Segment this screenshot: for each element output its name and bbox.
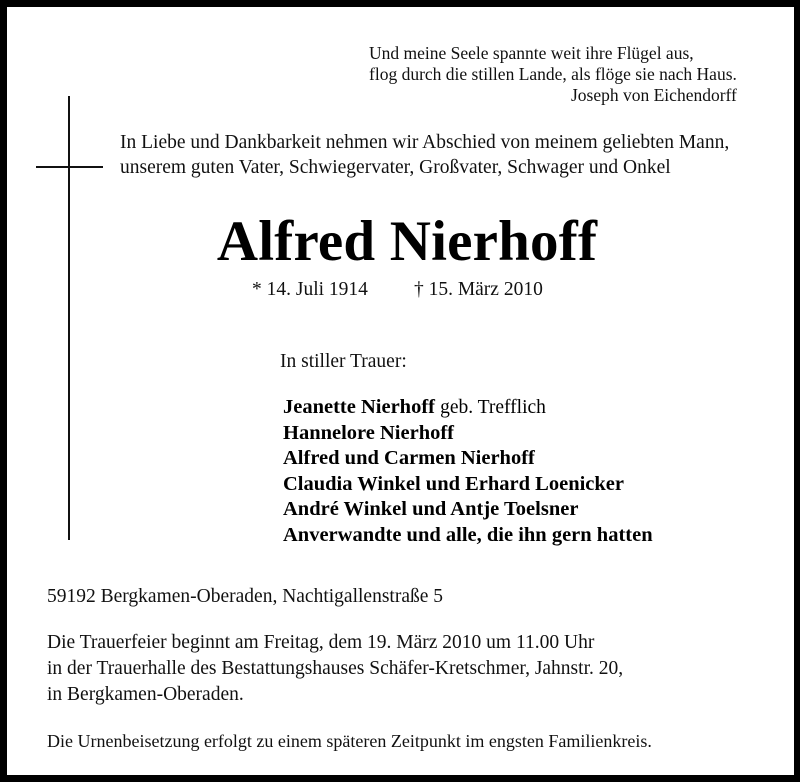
poem-author: Joseph von Eichendorff: [570, 85, 737, 105]
intro-line: In Liebe und Dankbarkeit nehmen wir Abschied von meinem geliebten Mann,: [120, 132, 730, 153]
mourner-name: Hannelore Nierhoff: [283, 421, 454, 444]
ceremony-info: [47, 630, 623, 708]
mourner-item: [283, 523, 653, 549]
life-dates: [252, 277, 543, 303]
cross-horizontal-bar: [36, 166, 103, 168]
mourners-list: [283, 395, 653, 548]
mourner-item: [283, 421, 653, 447]
cross-vertical-bar: [68, 96, 70, 540]
mourner-item: [283, 395, 653, 421]
mourner-name: Anverwandte und alle, die ihn gern hatten: [283, 523, 653, 546]
mourner-item: [283, 497, 653, 523]
mourner-name: Alfred und Carmen Nierhoff: [283, 447, 535, 469]
mourner-name: Jeanette Nierhoff: [283, 396, 435, 418]
mourner-name: Claudia Winkel und Erhard Loenicker: [283, 472, 624, 495]
family-address: 59192 Bergkamen-Oberaden, Nachtigallenstraße 5: [47, 586, 443, 607]
birth-date: * 14. Juli 1914: [252, 279, 368, 300]
mourner-item: [283, 472, 653, 498]
burial-info: Die Urnenbeisetzung erfolgt zu einem späteren Zeitpunkt im engsten Familienkreis.: [47, 731, 652, 751]
intro-line: unserem guten Vater, Schwiegervater, Großvater, Schwager und Onkel: [120, 157, 671, 178]
mourner-note: geb. Trefflich: [440, 397, 546, 418]
intro-text: [120, 130, 729, 180]
poem-line: flog durch die stillen Lande, als flöge sie nach Haus.: [369, 64, 737, 84]
mourner-name: André Winkel und Antje Toelsner: [283, 498, 579, 520]
poem-quote: [369, 43, 737, 106]
death-date: † 15. März 2010: [413, 279, 543, 300]
poem-line: Und meine Seele spannte weit ihre Flügel aus,: [369, 43, 694, 63]
ceremony-line: Die Trauerfeier beginnt am Freitag, dem 19. März 2010 um 11.00 Uhr: [47, 632, 595, 653]
deceased-name: Alfred Nierhoff: [216, 210, 598, 273]
ceremony-line: in der Trauerhalle des Bestattungshauses Schäfer-Kretschmer, Jahnstr. 20,: [47, 658, 624, 679]
mourning-label: In stiller Trauer:: [280, 351, 407, 372]
ceremony-line: in Bergkamen-Oberaden.: [47, 684, 244, 705]
mourner-item: [283, 446, 653, 472]
